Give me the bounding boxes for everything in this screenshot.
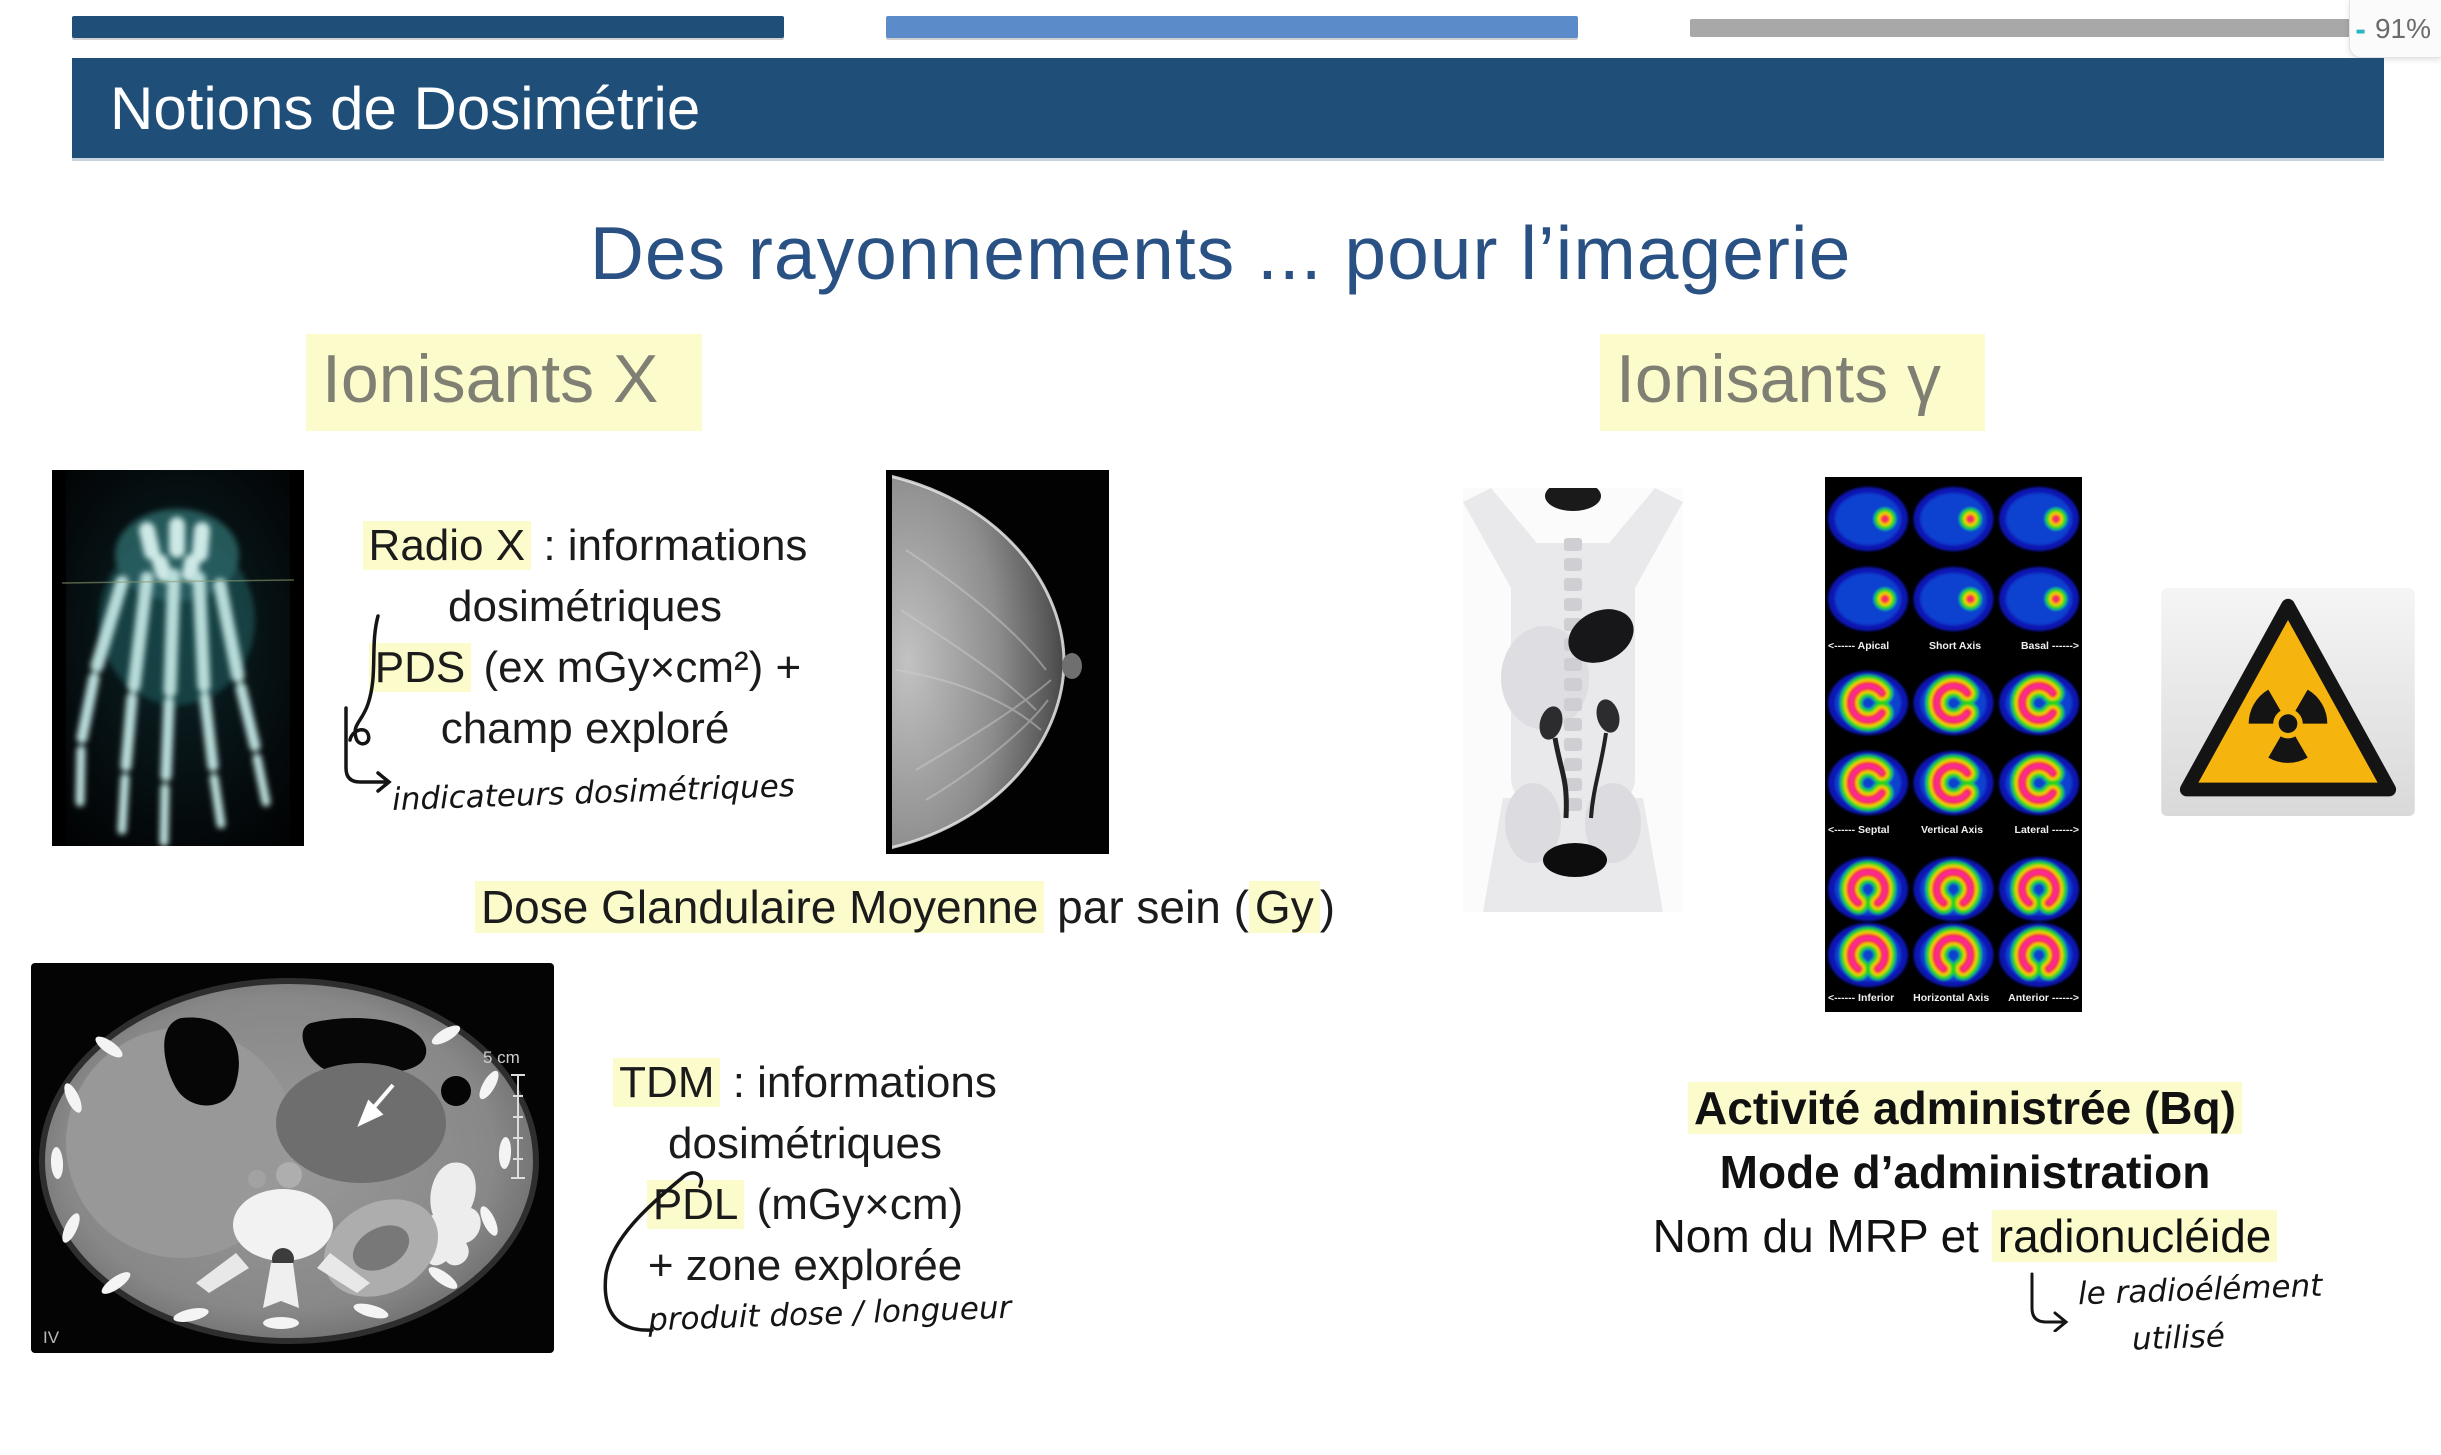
hand-xray-image <box>52 470 304 846</box>
handwritten-note-radioelement: le radioélément <box>2077 1267 2323 1313</box>
mammogram-image <box>886 470 1109 854</box>
gamma-text-block <box>1640 1076 2290 1268</box>
heading-ionisants-gamma: Ionisants γ <box>1600 334 1985 431</box>
heading-ionisants-x: Ionisants X <box>306 334 702 431</box>
zoom-out-button[interactable]: - <box>2355 10 2366 47</box>
tdm-line2: dosimétriques <box>668 1119 942 1168</box>
dgm-line: Dose Glandulaire Moyenne par sein ( Gy ) <box>420 880 1390 934</box>
pet-scan-image <box>1463 488 1683 912</box>
ct-scan-image <box>31 963 554 1353</box>
tdm-line4: + zone explorée <box>647 1241 963 1290</box>
gamma-line1: Activité administrée (Bq) <box>1640 1076 2290 1140</box>
radio-x-line1: Radio X : informations <box>330 515 840 576</box>
zoom-controls <box>2349 0 2441 58</box>
radio-x-line2: dosimétriques <box>448 582 722 631</box>
progress-bar-blue <box>886 16 1578 38</box>
ct-scale-label: 5 cm <box>483 1048 520 1067</box>
handwritten-note-utilise: utilisé <box>2131 1318 2226 1358</box>
gamma-line3: Nom du MRP et radionucléide <box>1640 1204 2290 1268</box>
tdm-line1: TDM : informations <box>570 1052 1040 1113</box>
cardiac-spect-image <box>1825 477 2082 1012</box>
radio-x-line4: champ exploré <box>440 704 730 753</box>
slide-title: Des rayonnements ... pour l’imagerie <box>589 211 1852 295</box>
spect-label-row-horizontal-axis: <------ Inferior Horizontal Axis Anterior ------> <box>1828 992 2079 1004</box>
spect-label-row-short-axis: <------ Apical Short Axis Basal ------> <box>1828 640 2079 652</box>
gamma-line2: Mode d’administration <box>1719 1146 2211 1198</box>
tdm-line3: PDL (mGy×cm) <box>570 1174 1040 1235</box>
handwritten-hook-right <box>2020 1268 2074 1332</box>
progress-bar-navy <box>72 16 784 38</box>
radiation-warning-icon <box>2160 588 2416 816</box>
zoom-level-label: 91% <box>2374 12 2431 44</box>
ct-corner-label: IV <box>43 1328 60 1347</box>
handwritten-note-produit: produit dose / longueur <box>647 1289 1012 1339</box>
handwritten-note-indicateurs: indicateurs dosimétriques <box>391 767 796 819</box>
slide-header-title: Notions de Dosimétrie <box>110 74 701 142</box>
slide-header-bar <box>72 58 2384 158</box>
progress-bar-gray <box>1690 19 2350 37</box>
radio-x-line3: PDS (ex mGy×cm²) + <box>330 637 840 698</box>
spect-label-row-vertical-axis: <------ Septal Vertical Axis Lateral ------> <box>1828 824 2079 836</box>
